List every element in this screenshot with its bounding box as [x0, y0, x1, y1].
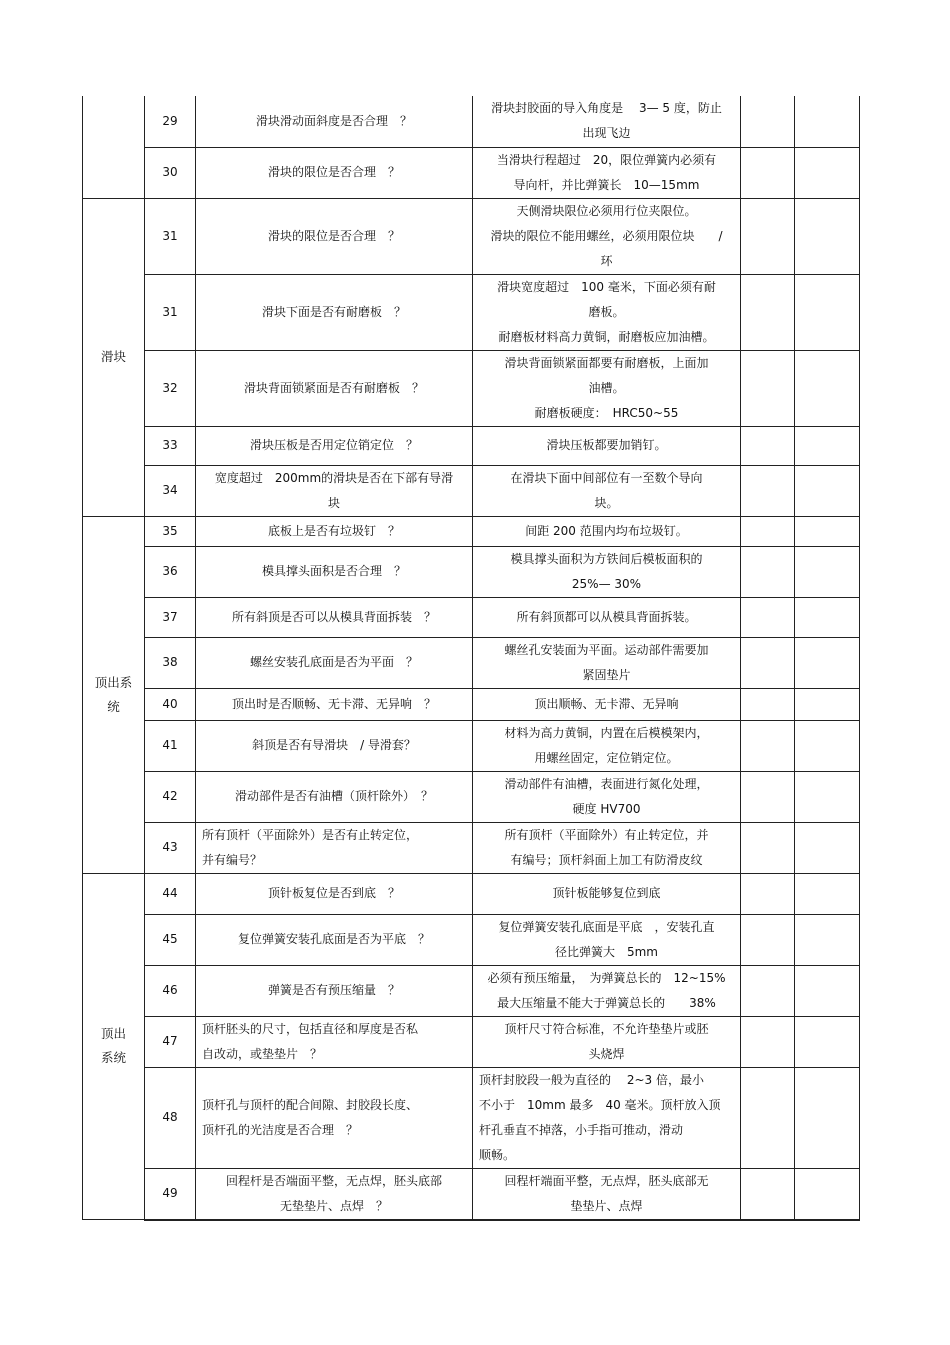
standard-requirement — [473, 350, 741, 426]
standard-requirement — [473, 1016, 741, 1067]
remark-cell[interactable] — [795, 914, 860, 965]
table-row — [83, 96, 860, 147]
category-cell — [83, 516, 145, 873]
standard-requirement — [473, 274, 741, 350]
text-line: 滑块滑动面斜度是否合理 ？ — [255, 113, 412, 128]
table-row — [83, 198, 860, 274]
item-number: 34 — [145, 465, 196, 516]
remark-cell[interactable] — [795, 426, 860, 465]
text-line: 在滑块下面中间部位有一至数个导向 — [510, 470, 703, 485]
text-line: 顶出顺畅、无卡滞、无异响 — [534, 696, 679, 711]
remark-cell[interactable] — [795, 688, 860, 720]
item-number: 44 — [145, 873, 196, 914]
text-line: 滑块的限位不能用螺丝，必须用限位块 / — [490, 228, 723, 243]
table-row — [83, 771, 860, 822]
standard-requirement — [473, 873, 741, 914]
result-cell[interactable] — [741, 1168, 795, 1220]
category-cell — [83, 873, 145, 1220]
result-cell[interactable] — [741, 1067, 795, 1168]
remark-cell[interactable] — [795, 771, 860, 822]
standard-requirement — [473, 1067, 741, 1168]
check-item — [196, 873, 473, 914]
table-row — [83, 1168, 860, 1220]
standard-requirement — [473, 771, 741, 822]
text-line: 滑动部件是否有油槽（顶杆除外） ？ — [234, 789, 433, 803]
text-line: 顶针板复位是否到底 ？ — [267, 886, 400, 900]
text-line: 顶杆胚头的尺寸，包括直径和厚度是否私 — [202, 1021, 419, 1036]
text-line: 螺丝安装孔底面是否为平面 ？ — [249, 655, 418, 669]
remark-cell[interactable] — [795, 350, 860, 426]
remark-cell[interactable] — [795, 1067, 860, 1168]
text-line: 并有编号？ — [202, 852, 263, 867]
text-line: 用螺丝固定，定位销定位。 — [534, 750, 679, 765]
table-row — [83, 274, 860, 350]
text-line: 所有斜顶都可以从模具背面拆装。 — [516, 609, 697, 624]
text-line: 杆孔垂直不掉落，小手指可推动，滑动 — [479, 1122, 684, 1137]
check-item — [196, 597, 473, 637]
result-cell[interactable] — [741, 688, 795, 720]
text-line: 出现飞边 — [582, 126, 631, 141]
text-line: 统 — [107, 698, 120, 714]
result-cell[interactable] — [741, 274, 795, 350]
check-item — [196, 274, 473, 350]
text-line: 滑块压板是否用定位销定位 ？ — [249, 438, 418, 452]
text-line: 紧固垫片 — [582, 667, 631, 682]
table-row — [83, 1016, 860, 1067]
checklist-table — [82, 96, 860, 1221]
standard-requirement — [473, 516, 741, 546]
text-line: 滑块封胶面的导入角度是 3— 5 度，防止 — [491, 101, 722, 116]
standard-requirement — [473, 597, 741, 637]
item-number: 30 — [145, 147, 196, 198]
standard-requirement — [473, 965, 741, 1016]
text-line: 头烧焊 — [588, 1046, 625, 1061]
text-line: 顶出系 — [94, 674, 133, 690]
item-number: 40 — [145, 688, 196, 720]
text-line: 滑块下面是否有耐磨板 ？ — [261, 304, 406, 319]
text-line: 天侧滑块限位必须用行位夹限位。 — [516, 203, 697, 218]
text-line: 螺丝孔安装面为平面。运动部件需要加 — [504, 642, 709, 657]
text-line: 块 — [327, 495, 340, 510]
table-row — [83, 546, 860, 597]
text-line: 顶针板能够复位到底 — [552, 886, 661, 900]
text-line: 滑块背面锁紧面都要有耐磨板，上面加 — [504, 355, 709, 370]
check-item — [196, 637, 473, 688]
check-item — [196, 350, 473, 426]
item-number: 48 — [145, 1067, 196, 1168]
item-number: 36 — [145, 546, 196, 597]
remark-cell[interactable] — [795, 965, 860, 1016]
table-row — [83, 350, 860, 426]
table-row — [83, 1067, 860, 1168]
standard-requirement — [473, 465, 741, 516]
text-line: 斜顶是否有导滑块 / 导滑套？ — [252, 738, 416, 752]
text-line: 滑块的限位是否合理 ？ — [267, 165, 400, 179]
text-line: 弹簧是否有预压缩量 ？ — [267, 983, 400, 997]
check-item — [196, 965, 473, 1016]
standard-requirement — [473, 688, 741, 720]
item-number: 45 — [145, 914, 196, 965]
checklist-sheet — [82, 96, 859, 1221]
check-item — [196, 688, 473, 720]
item-number: 31 — [145, 198, 196, 274]
item-number: 38 — [145, 637, 196, 688]
result-cell[interactable] — [741, 198, 795, 274]
result-cell[interactable] — [741, 465, 795, 516]
result-cell[interactable] — [741, 873, 795, 914]
table-row — [83, 426, 860, 465]
text-line: 自改动，或垫垫片 ？ — [202, 1046, 323, 1061]
item-number: 37 — [145, 597, 196, 637]
text-line: 滑块背面锁紧面是否有耐磨板 ？ — [243, 380, 424, 395]
text-line: 导向杆，并比弹簧长 10—15mm — [513, 177, 700, 192]
text-line: 滑块 — [100, 349, 126, 364]
text-line: 硬度 HV700 — [572, 801, 641, 816]
remark-cell[interactable] — [795, 96, 860, 147]
table-row — [83, 914, 860, 965]
table-row — [83, 720, 860, 771]
check-item — [196, 771, 473, 822]
text-line: 回程杆是否端面平整，无点焊，胚头底部 — [225, 1173, 442, 1188]
remark-cell[interactable] — [795, 873, 860, 914]
remark-cell[interactable] — [795, 465, 860, 516]
result-cell[interactable] — [741, 720, 795, 771]
text-line: 当滑块行程超过 20，限位弹簧内必须有 — [496, 152, 717, 167]
item-number: 32 — [145, 350, 196, 426]
check-item — [196, 822, 473, 873]
check-item — [196, 147, 473, 198]
text-line: 模具撑头面积是否合理 ？ — [261, 564, 406, 578]
item-number: 46 — [145, 965, 196, 1016]
category-cell — [83, 96, 145, 198]
standard-requirement — [473, 720, 741, 771]
checklist-body — [83, 96, 860, 1220]
item-number: 49 — [145, 1168, 196, 1220]
table-row — [83, 965, 860, 1016]
check-item — [196, 914, 473, 965]
item-number: 35 — [145, 516, 196, 546]
remark-cell[interactable] — [795, 637, 860, 688]
standard-requirement — [473, 147, 741, 198]
text-line: 顶杆孔与顶杆的配合间隙、封胶段长度、 — [202, 1097, 419, 1112]
item-number: 42 — [145, 771, 196, 822]
remark-cell[interactable] — [795, 1168, 860, 1220]
check-item — [196, 1016, 473, 1067]
text-line: 底板上是否有垃圾钉 ？ — [267, 523, 400, 538]
text-line: 滑块宽度超过 100 毫米，下面必须有耐 — [497, 279, 716, 294]
standard-requirement — [473, 822, 741, 873]
standard-requirement — [473, 426, 741, 465]
text-line: 有编号；顶杆斜面上加工有防滑皮纹 — [510, 852, 703, 867]
item-number: 43 — [145, 822, 196, 873]
remark-cell[interactable] — [795, 546, 860, 597]
text-line: 宽度超过 200mm的滑块是否在下部有导滑 — [214, 470, 454, 485]
text-line: 不小于 10mm 最多 40 毫米。顶杆放入顶 — [479, 1097, 721, 1112]
text-line: 复位弹簧安装孔底面是否为平底 ？ — [237, 932, 430, 946]
remark-cell[interactable] — [795, 597, 860, 637]
check-item — [196, 546, 473, 597]
text-line: 块。 — [594, 495, 619, 510]
result-cell[interactable] — [741, 546, 795, 597]
standard-requirement — [473, 1168, 741, 1220]
standard-requirement — [473, 96, 741, 147]
check-item — [196, 1168, 473, 1220]
table-row — [83, 465, 860, 516]
item-number: 31 — [145, 274, 196, 350]
check-item — [196, 96, 473, 147]
result-cell[interactable] — [741, 637, 795, 688]
item-number: 41 — [145, 720, 196, 771]
text-line: 油槽。 — [588, 380, 625, 395]
result-cell[interactable] — [741, 1016, 795, 1067]
text-line: 顶杆孔的光洁度是否合理 ？ — [202, 1122, 359, 1137]
standard-requirement — [473, 198, 741, 274]
check-item — [196, 1067, 473, 1168]
text-line: 顶出 — [100, 1026, 126, 1042]
text-line: 所有斜顶是否可以从模具背面拆装 ？ — [231, 609, 436, 624]
result-cell[interactable] — [741, 147, 795, 198]
remark-cell[interactable] — [795, 147, 860, 198]
check-item — [196, 516, 473, 546]
result-cell[interactable] — [741, 771, 795, 822]
text-line: 磨板。 — [588, 304, 625, 319]
standard-requirement — [473, 637, 741, 688]
check-item — [196, 465, 473, 516]
text-line: 间距 200 范围内均布垃圾钉。 — [525, 523, 688, 538]
text-line: 顶杆尺寸符合标准，不允许垫垫片或胚 — [504, 1021, 709, 1036]
result-cell[interactable] — [741, 822, 795, 873]
remark-cell[interactable] — [795, 1016, 860, 1067]
text-line: 顺畅。 — [479, 1147, 516, 1162]
check-item — [196, 198, 473, 274]
text-line: 模具撑头面积为方铁间后模板面积的 — [510, 551, 703, 566]
text-line: 滑块的限位是否合理 ？ — [267, 228, 400, 243]
table-row — [83, 822, 860, 873]
check-item — [196, 426, 473, 465]
table-row — [83, 597, 860, 637]
text-line: 无垫垫片、点焊 ？ — [279, 1198, 388, 1213]
text-line: 系统 — [100, 1050, 126, 1066]
result-cell[interactable] — [741, 965, 795, 1016]
standard-requirement — [473, 914, 741, 965]
text-line: 复位弹簧安装孔底面是平底 ，安装孔直 — [498, 919, 715, 934]
remark-cell[interactable] — [795, 198, 860, 274]
category-cell — [83, 198, 145, 516]
text-line: 材料为高力黄铜，内置在后模模架内， — [504, 725, 709, 740]
remark-cell[interactable] — [795, 516, 860, 546]
text-line: 径比弹簧大 5mm — [554, 944, 658, 959]
text-line: 必须有预压缩量， 为弹簧总长的 12~15% — [487, 970, 726, 985]
text-line: 回程杆端面平整，无点焊，胚头底部无 — [504, 1173, 709, 1188]
remark-cell[interactable] — [795, 720, 860, 771]
table-row — [83, 688, 860, 720]
remark-cell[interactable] — [795, 822, 860, 873]
text-line: 垫垫片、点焊 — [570, 1198, 643, 1213]
remark-cell[interactable] — [795, 274, 860, 350]
text-line: 耐磨板硬度： HRC50~55 — [534, 405, 679, 420]
item-number: 29 — [145, 96, 196, 147]
text-line: 顶杆封胶段一般为直径的 2~3 倍，最小 — [479, 1072, 704, 1087]
result-cell[interactable] — [741, 426, 795, 465]
result-cell[interactable] — [741, 350, 795, 426]
check-item — [196, 720, 473, 771]
result-cell[interactable] — [741, 597, 795, 637]
result-cell[interactable] — [741, 516, 795, 546]
text-line: 滑块压板都要加销钉。 — [546, 438, 667, 452]
text-line: 环 — [600, 253, 613, 268]
result-cell[interactable] — [741, 96, 795, 147]
table-row — [83, 637, 860, 688]
table-row — [83, 516, 860, 546]
item-number: 33 — [145, 426, 196, 465]
text-line: 25%— 30% — [571, 576, 642, 591]
text-line: 顶出时是否顺畅、无卡滞、无异响 ？ — [231, 696, 436, 711]
text-line: 所有顶杆（平面除外）是否有止转定位， — [202, 827, 419, 842]
standard-requirement — [473, 546, 741, 597]
text-line: 耐磨板材料高力黄铜，耐磨板应加油槽。 — [498, 329, 715, 344]
text-line: 最大压缩量不能大于弹簧总长的 38% — [497, 995, 716, 1010]
table-row — [83, 147, 860, 198]
result-cell[interactable] — [741, 914, 795, 965]
item-number: 47 — [145, 1016, 196, 1067]
text-line: 滑动部件有油槽，表面进行氮化处理， — [504, 776, 709, 791]
table-row — [83, 873, 860, 914]
text-line: 所有顶杆（平面除外）有止转定位，并 — [504, 827, 709, 842]
